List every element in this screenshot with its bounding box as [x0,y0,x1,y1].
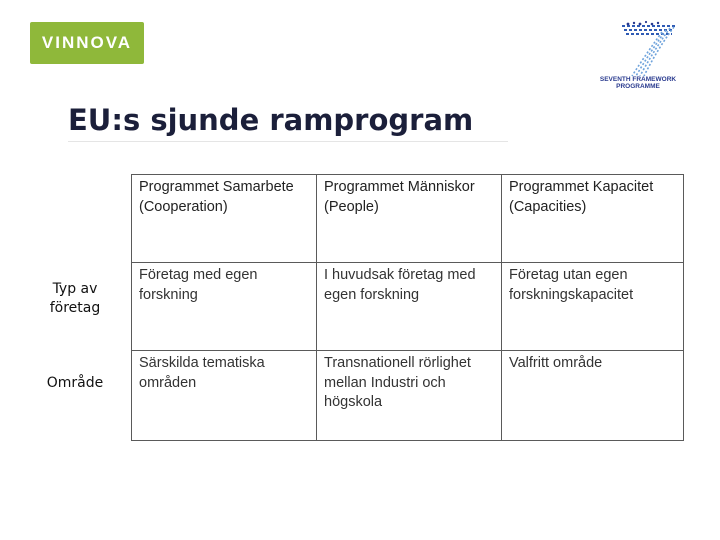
header-capacities: Programmet Kapacitet (Capacities) [502,175,684,263]
header-people: Programmet Människor (People) [317,175,502,263]
title-divider [68,141,508,142]
cell-company-people: I huvudsak företag med egen forskning [317,263,502,351]
vinnova-logo-text: VINNOVA [41,33,133,52]
vinnova-logo [30,22,144,64]
cell-area-cooperation: Särskilda tematiska områden [132,351,317,441]
fp7-logo-text: SEVENTH FRAMEWORK PROGRAMME [599,76,677,90]
cell-area-people: Transnationell rörlighet mellan Industri och högskola [317,351,502,441]
header-cooperation: Programmet Samarbete (Cooperation) [132,175,317,263]
cell-area-capacities: Valfritt område [502,351,684,441]
cell-company-cooperation: Företag med egen forskning [132,263,317,351]
programme-table [131,174,684,441]
row-label-area: Område [46,375,104,391]
table-row [132,351,684,441]
fp7-logo [588,18,688,98]
table-header-row [132,175,684,263]
fp7-seven-icon [588,18,688,78]
table-row [132,263,684,351]
row-label-company-type: Typ av företag [49,281,101,316]
page-title: EU:s sjunde ramprogram [68,103,474,137]
cell-company-capacities: Företag utan egen forskningskapacitet [502,263,684,351]
